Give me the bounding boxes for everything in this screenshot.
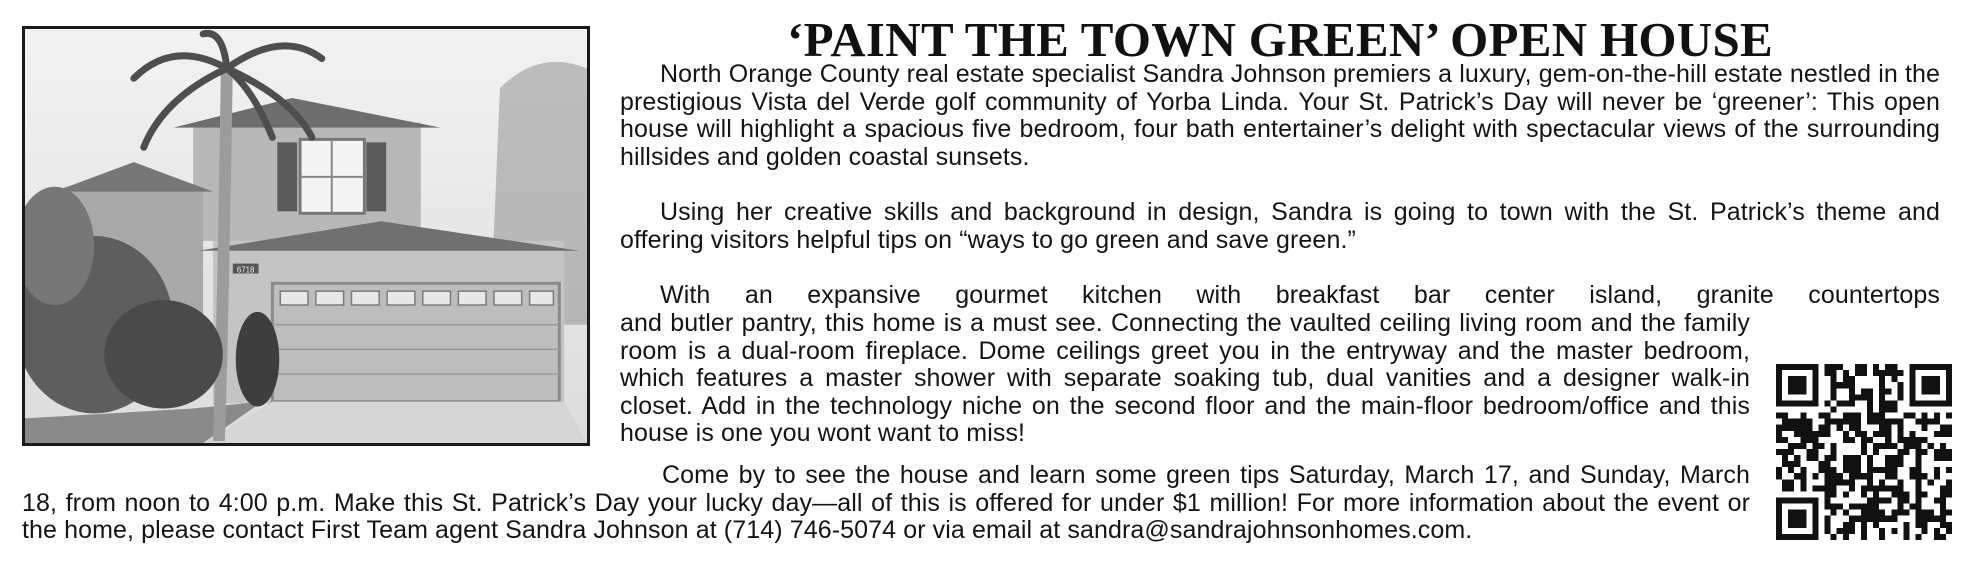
qr-code[interactable] — [1776, 364, 1952, 540]
house-number-text: 6718 — [236, 265, 255, 275]
house-illustration — [25, 29, 587, 443]
paragraph-features-first-line: With an expansive gourmet kitchen with breakfast bar center island, granite countertops — [660, 282, 1940, 309]
paragraph-design: Using her creative skills and background in design, Sandra is going to town with the St. Patrick’s theme and offering visitors helpful tips on “ways to go green and save green.” — [620, 198, 1940, 254]
qr-code-icon — [1776, 364, 1952, 540]
headline: ‘PAINT THE TOWN GREEN’ OPEN HOUSE — [787, 12, 1773, 67]
paragraph-intro: North Orange County real estate specialist Sandra Johnson premiers a luxury, gem-on-the-hill estate nestled in the prestigious Vista del Verde golf community of Yorba Linda. Your St. Patrick’s Day will never be ‘greener’: This open house will highlight a spacious five bedroom, four bath entertainer’s delight with spectacular views of the surrounding hillsides and golden coastal sunsets. — [620, 60, 1940, 171]
paragraph-event-details: Come by to see the house and learn some green tips Saturday, March 17, and Sunday, March 18, from noon to 4:00 p.m. Make this St. Patrick’s Day your lucky day—all of this is offered for under $1 million! For more information about the event or the home, please contact First Team agent Sandra Johnson at (714) 746-5074 or via email at sandra@sandrajohnsonhomes.com. — [22, 461, 1750, 544]
house-photo — [22, 26, 590, 446]
paragraph-features: and butler pantry, this home is a must see. Connecting the vaulted ceiling living room and the family room is a dual-room fireplace. Dome ceilings greet you in the entryway and the master bedroom, which features a master shower with separate soaking tub, dual vanities and a designer walk-in closet. Add in the technology niche on the second floor and the main-floor bedroom/office and this house is one you wont want to miss! — [620, 309, 1750, 447]
